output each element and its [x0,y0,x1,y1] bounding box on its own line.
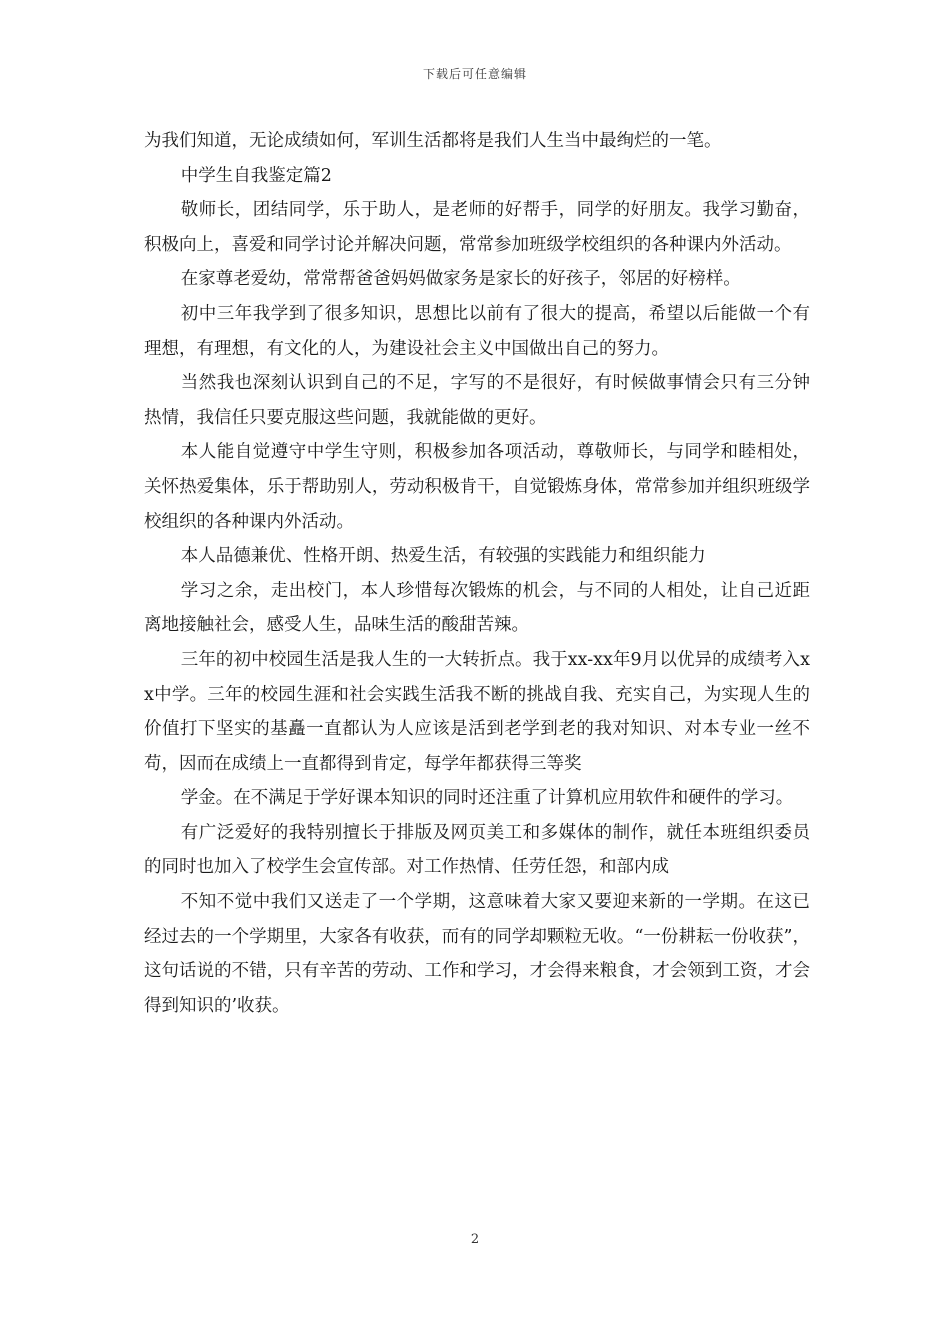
paragraph: 敬师长，团结同学，乐于助人，是老师的好帮手，同学的好朋友。我学习勤奋，积极向上，喜爱和同学讨论并解决问题，常常参加班级学校组织的各种课内外活动。 [144,200,810,255]
paragraph: 学习之余，走出校门，本人珍惜每次锻炼的机会，与不同的人相处，让自己近距离地接触社会，感受人生，品味生活的酸甜苦辣。 [144,580,810,636]
paragraph-continued: 为我们知道，无论成绩如何，军训生活都将是我们人生当中最绚烂的一笔。 [144,131,722,151]
paragraph: 本人品德兼优、性格开朗、热爱生活，有较强的实践能力和组织能力 [180,546,706,567]
page-number: 2 [470,1232,480,1247]
paragraph: 当然我也深刻认识到自己的不足，字写的不是很好，有时候做事情会只有三分钟热情，我信任只要克服这些问题，我就能做的更好。 [144,373,810,428]
paragraph: 有广泛爱好的我特别擅长于排版及网页美工和多媒体的制作，就任本班组织委员的同时也加入了校学生会宣传部。对工作热情、任劳任怨，和部内成 [144,822,810,878]
paragraph: 三年的初中校园生活是我人生的一大转折点。我于xx-xx年9月以优异的成绩考入xx中学。三年的校园生涯和社会实践生活我不断的挑战自我、充实自己，为实现人生的价值打下坚实的基矗一直都认为人应该是活到老学到老的我对知识、对本专业一丝不苟，因而在成绩上一直都得到肯定，每学年都获得三等奖 [144,649,810,774]
paragraph: 本人能自觉遵守中学生守则，积极参加各项活动，尊敬师长，与同学和睦相处，关怀热爱集体，乐于帮助别人，劳动积极肯干，自觉锻炼身体，常常参加并组织班级学校组织的各种课内外活动。 [144,442,810,532]
paragraph: 不知不觉中我们又送走了一个学期，这意味着大家又要迎来新的一学期。在这已经过去的一个学期里，大家各有收获，而有的同学却颗粒无收。“一份耕耘一份收获”，这句话说的不错，只有辛苦的劳动、工作和学习，才会得来粮食，才会领到工资，才会得到知识的’收获。 [144,892,810,1016]
page-header: 下载后可任意编辑 [422,67,527,81]
document-body [144,124,810,1023]
paragraph: 初中三年我学到了很多知识，思想比以前有了很大的提高，希望以后能做一个有理想，有理想，有文化的人，为建设社会主义中国做出自己的努力。 [144,303,810,359]
section-heading: 中学生自我鉴定篇2 [180,165,332,186]
paragraph: 学金。在不满足于学好课本知识的同时还注重了计算机应用软件和硬件的学习。 [180,788,794,809]
paragraph: 在家尊老爱幼，常常帮爸爸妈妈做家务是家长的好孩子，邻居的好榜样。 [180,269,741,290]
